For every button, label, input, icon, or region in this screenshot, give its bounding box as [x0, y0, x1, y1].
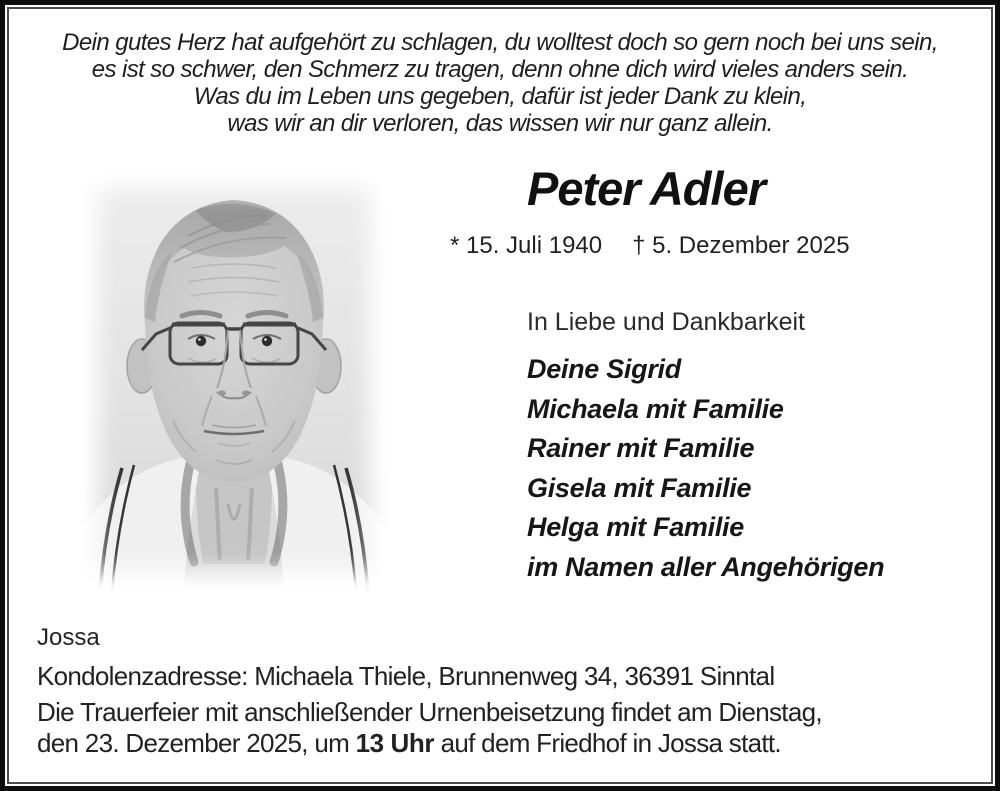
- portrait-photo: [78, 168, 390, 592]
- poem-line-2: es ist so schwer, den Schmerz zu tragen, denn ohne dich wird vieles anders sein.: [91, 56, 909, 83]
- mourner-name: Deine Sigrid: [527, 354, 681, 384]
- condolence-address: Kondolenzadresse: Michaela Thiele, Brunnenweg 34, 36391 Sinntal: [37, 661, 775, 691]
- deceased-name: Peter Adler: [526, 162, 766, 215]
- funeral-line-2-pre: den 23. Dezember 2025, um: [37, 727, 356, 758]
- place-name: Jossa: [37, 624, 100, 651]
- poem-line-1: Dein gutes Herz hat aufgehört zu schlagen, du wolltest doch so gern noch bei uns sein,: [62, 29, 938, 56]
- birth-date: * 15. Juli 1940: [450, 232, 603, 259]
- funeral-time: 13 Uhr: [355, 727, 435, 758]
- funeral-line-1: Die Trauerfeier mit anschließender Urnenbeisetzung findet am Dienstag,: [37, 697, 822, 727]
- mourner-name: im Namen aller Angehörigen: [527, 551, 885, 582]
- mourner-name: Michaela mit Familie: [527, 393, 784, 424]
- mourner-name: Rainer mit Familie: [527, 433, 755, 463]
- mourner-name: Gisela mit Familie: [527, 472, 752, 503]
- funeral-announcement: [37, 697, 822, 758]
- poem-line-3: Was du im Leben uns gegeben, dafür ist jeder Dank zu klein,: [193, 83, 807, 110]
- memorial-poem: [0, 29, 1000, 137]
- life-dates: [450, 232, 850, 260]
- funeral-line-2: [37, 728, 822, 759]
- portrait-illustration: [78, 168, 390, 592]
- poem-line-4: was wir an dir verloren, das wissen wir nur ganz allein.: [227, 110, 773, 137]
- mourner-name: Helga mit Familie: [527, 512, 744, 542]
- tribute-line: In Liebe und Dankbarkeit: [527, 308, 805, 336]
- death-date: † 5. Dezember 2025: [632, 232, 850, 259]
- mourners-list: [527, 350, 884, 587]
- funeral-line-2-post: auf dem Friedhof in Jossa statt.: [434, 727, 781, 758]
